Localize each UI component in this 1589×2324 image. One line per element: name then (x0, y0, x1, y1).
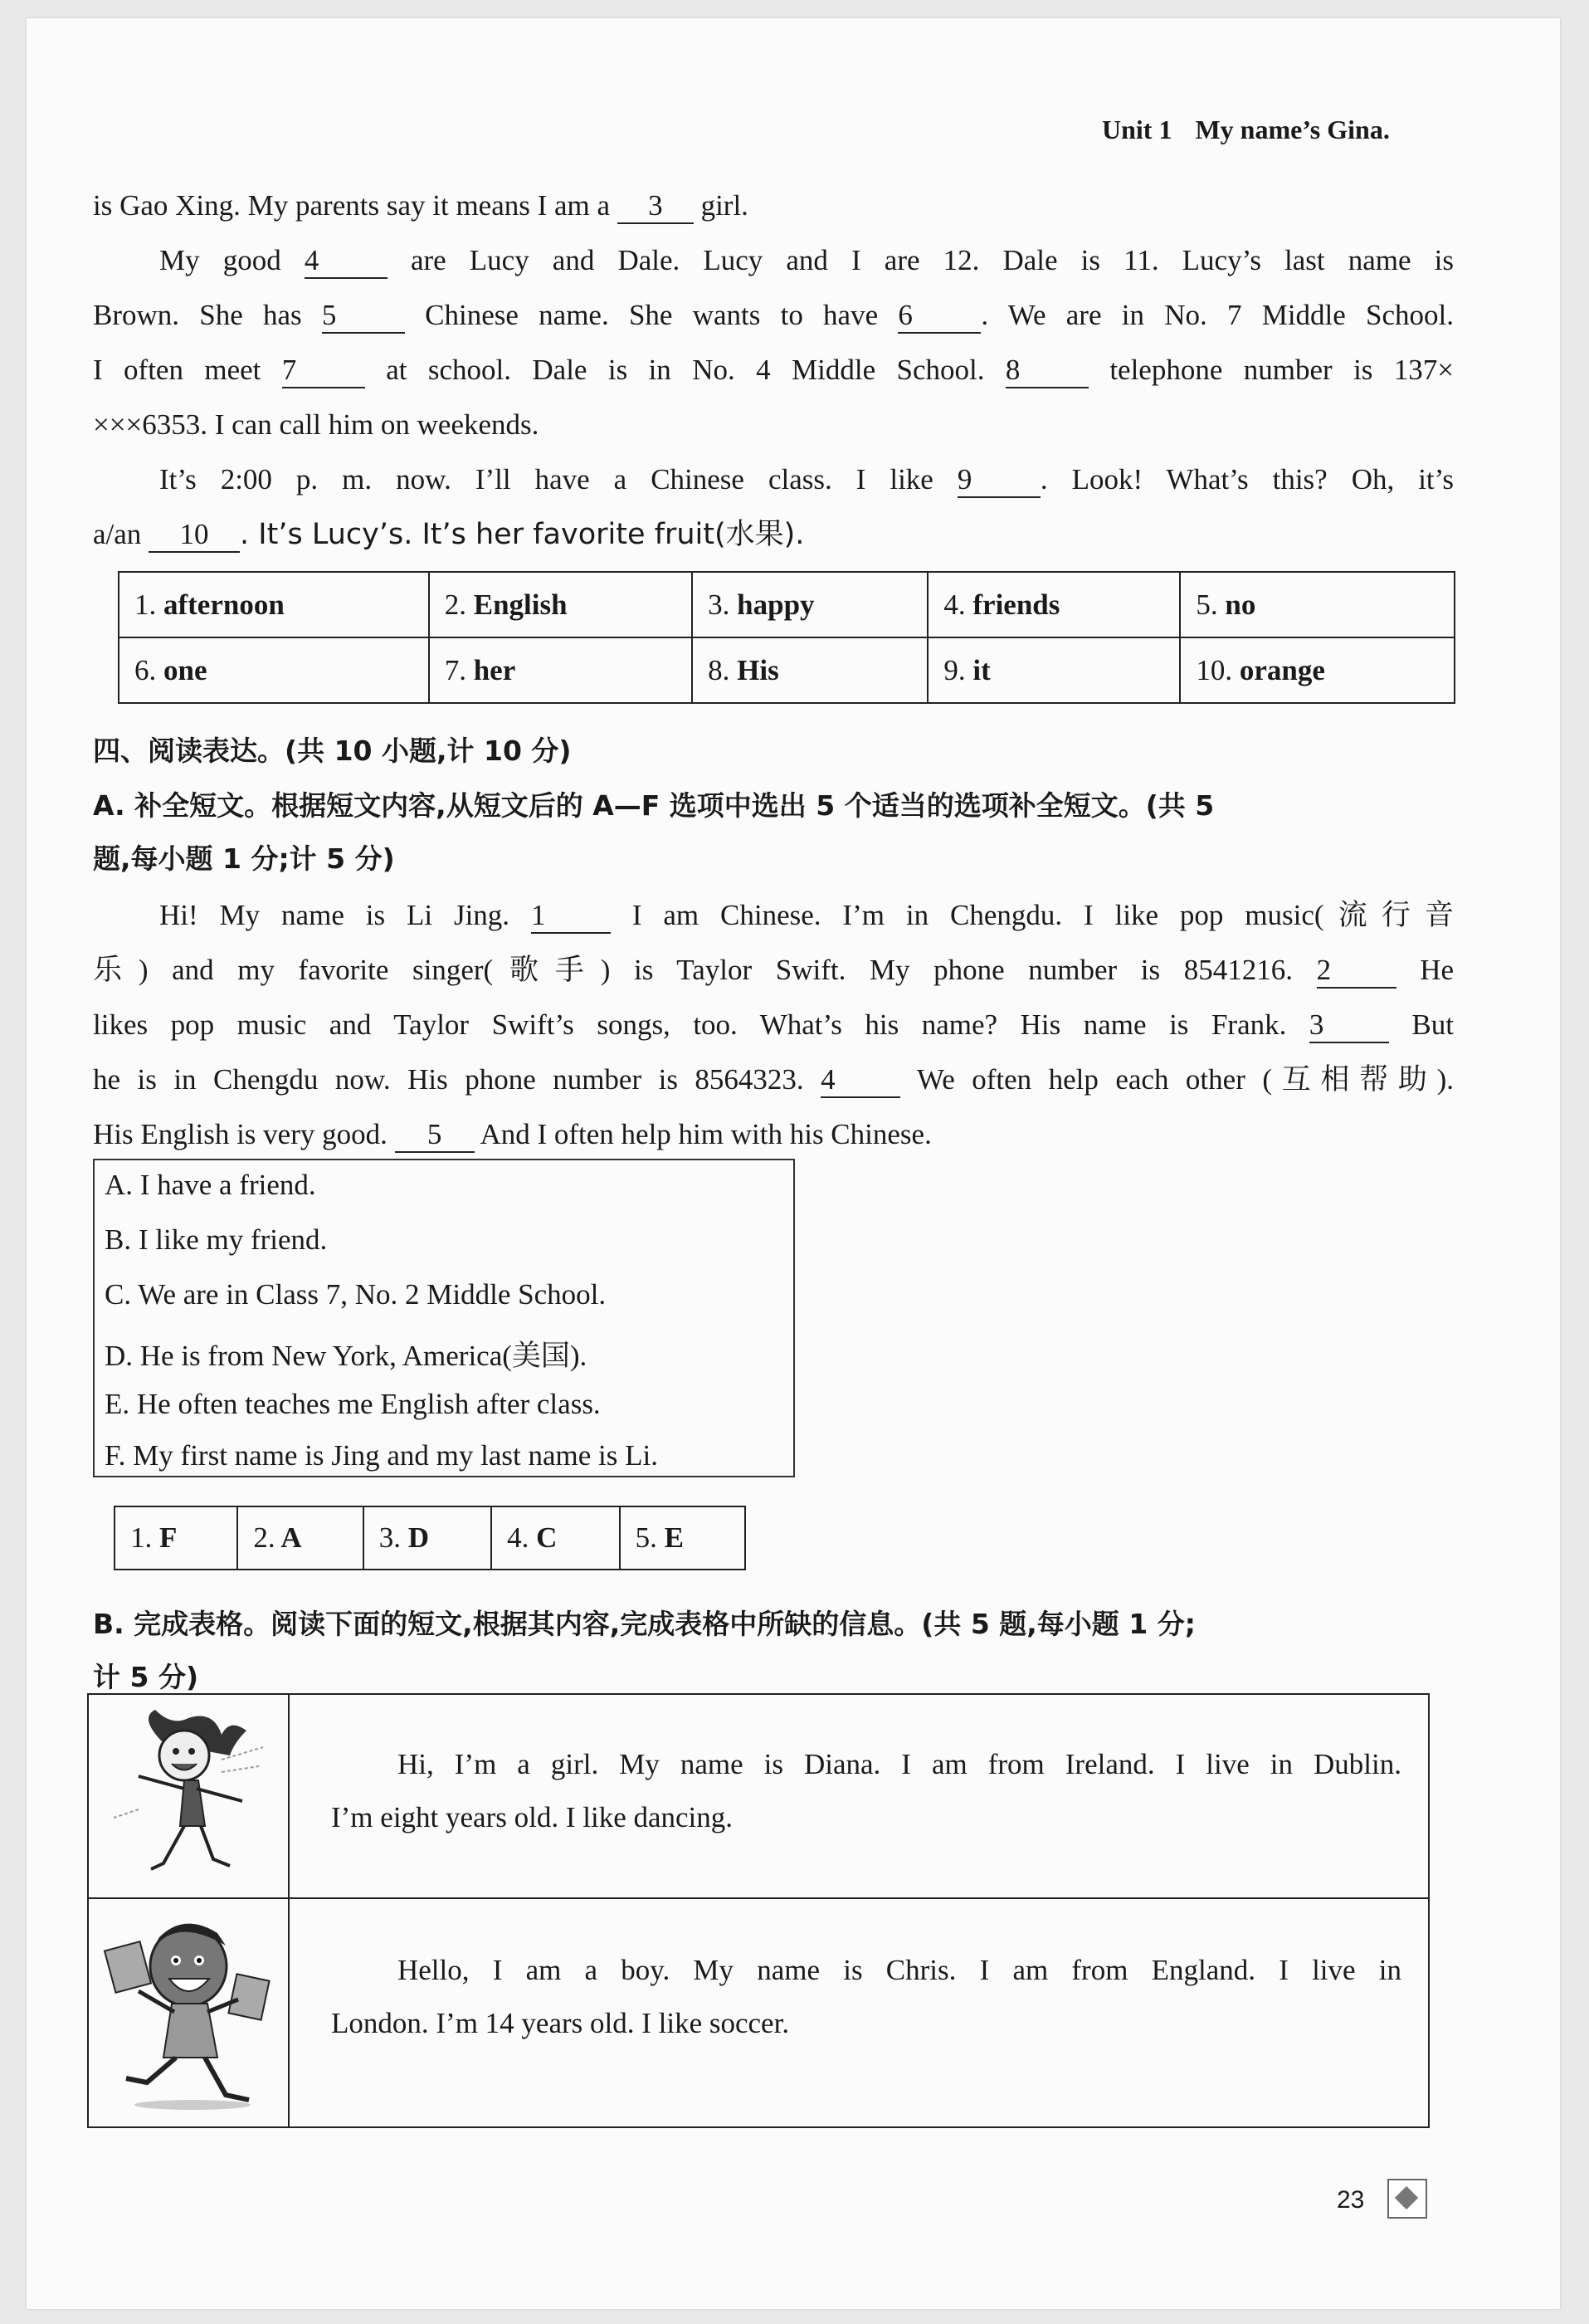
passage-line: a/an 10 . It’s Lucy’s. It’s her favorite fruit(水果). (93, 518, 805, 551)
option-d: D. He is from New York, America(美国). (105, 1340, 587, 1372)
passage-line: he is in Chengdu now. His phone number is 8564323. 4 We often help each other (互相帮助). (93, 1052, 1454, 1107)
blank-4: 4 (305, 244, 388, 279)
answer-cell: 1. F (115, 1506, 237, 1570)
answer-cell: 6. one (119, 637, 429, 703)
blank-3: 3 (1309, 1008, 1389, 1043)
answer-cell: 1. afternoon (119, 572, 429, 637)
section-a-instructions: A. 补全短文。根据短文内容,从短文后的 A—F 选项中选出 5 个适当的选项补全短文。(共 5 (93, 789, 1215, 822)
boy-running-illustration (101, 1912, 275, 2112)
page-header (1102, 115, 1390, 145)
blank-8: 8 (1006, 354, 1089, 388)
passage-line: likes pop music and Taylor Swift’s songs, too. What’s his name? His name is Frank. 3 But (93, 998, 1454, 1052)
answer-cell: 7. her (429, 637, 692, 703)
answer-cell: 3. D (363, 1506, 491, 1570)
profile-table (87, 1693, 1430, 2128)
diana-description: Hi, I’m a girl. My name is Diana. I am from Ireland. I live in Dublin. I’m eight years old. I like dancing. (331, 1748, 1401, 1833)
passage-line: I often meet 7 at school. Dale is in No. 4 Middle School. 8 telephone number is 137× (93, 343, 1454, 398)
section-heading: 四、阅读表达。(共 10 小题,计 10 分) (93, 735, 572, 767)
blank-9: 9 (958, 463, 1041, 498)
page-number: 23 (1337, 2186, 1365, 2214)
passage-line: His English is very good. 5 And I often help him with his Chinese. (93, 1107, 1454, 1162)
section-a-instructions-cont: 题,每小题 1 分;计 5 分) (93, 842, 395, 875)
answer-cell: 4. friends (928, 572, 1180, 637)
section-a-answer-table (114, 1506, 746, 1570)
answer-cell: 4. C (491, 1506, 619, 1570)
section-b-instructions: B. 完成表格。阅读下面的短文,根据其内容,完成表格中所缺的信息。(共 5 题,每小题 1 分; (93, 1608, 1196, 1640)
blank-7: 7 (282, 354, 365, 388)
passage-line: 乐) and my favorite singer(歌手) is Taylor Swift. My phone number is 8541216. 2 He (93, 943, 1454, 998)
answer-cell: 9. it (928, 637, 1180, 703)
option-b: B. I like my friend. (105, 1223, 328, 1256)
blank-4: 4 (821, 1063, 900, 1098)
option-a: A. I have a friend. (105, 1169, 316, 1201)
answer-cell: 5. E (620, 1506, 745, 1570)
table-row (119, 572, 1455, 637)
blank-10: 10 (149, 518, 240, 553)
option-c: C. We are in Class 7, No. 2 Middle School. (105, 1278, 607, 1311)
section-b-instructions-cont: 计 5 分) (93, 1661, 199, 1693)
passage-line: Brown. She has 5 Chinese name. She wants to have 6 . We are in No. 7 Middle School. (93, 288, 1454, 343)
options-box (93, 1159, 795, 1477)
passage-line: is Gao Xing. My parents say it means I am a 3 girl. (93, 178, 1454, 233)
answer-cell: 2. English (429, 572, 692, 637)
answer-cell: 10. orange (1180, 637, 1455, 703)
answer-cell: 5. no (1180, 572, 1455, 637)
chris-description: Hello, I am a boy. My name is Chris. I am from England. I live in London. I’m 14 years old. I like soccer. (331, 1954, 1401, 2039)
diamond-icon (1387, 2179, 1427, 2219)
blank-3: 3 (617, 189, 694, 224)
answer-cell: 3. happy (692, 572, 928, 637)
girl-dancing-illustration (105, 1710, 271, 1884)
answer-cell: 8. His (692, 637, 928, 703)
table-row (119, 637, 1455, 703)
cloze-answer-table (118, 571, 1455, 704)
header-title: My name’s Gina. (1195, 115, 1390, 144)
option-f: F. My first name is Jing and my last name is Li. (105, 1439, 658, 1472)
passage-line: ×××6353. I can call him on weekends. (93, 408, 539, 441)
header-unit: Unit 1 (1102, 115, 1172, 144)
passage-line: It’s 2:00 p. m. now. I’ll have a Chinese class. I like 9 . Look! What’s this? Oh, it’s (159, 452, 1454, 507)
blank-1: 1 (531, 899, 611, 934)
blank-6: 6 (898, 299, 981, 334)
blank-5: 5 (322, 299, 405, 334)
passage-line: Hi! My name is Li Jing. 1 I am Chinese. I’m in Chengdu. I like pop music(流行音 (159, 888, 1454, 943)
blank-2: 2 (1317, 954, 1396, 989)
table-row (115, 1506, 745, 1570)
blank-5: 5 (395, 1118, 475, 1153)
option-e: E. He often teaches me English after class. (105, 1388, 601, 1420)
answer-cell: 2. A (237, 1506, 363, 1570)
passage-line: My good 4 are Lucy and Dale. Lucy and I are 12. Dale is 11. Lucy’s last name is (159, 233, 1454, 288)
